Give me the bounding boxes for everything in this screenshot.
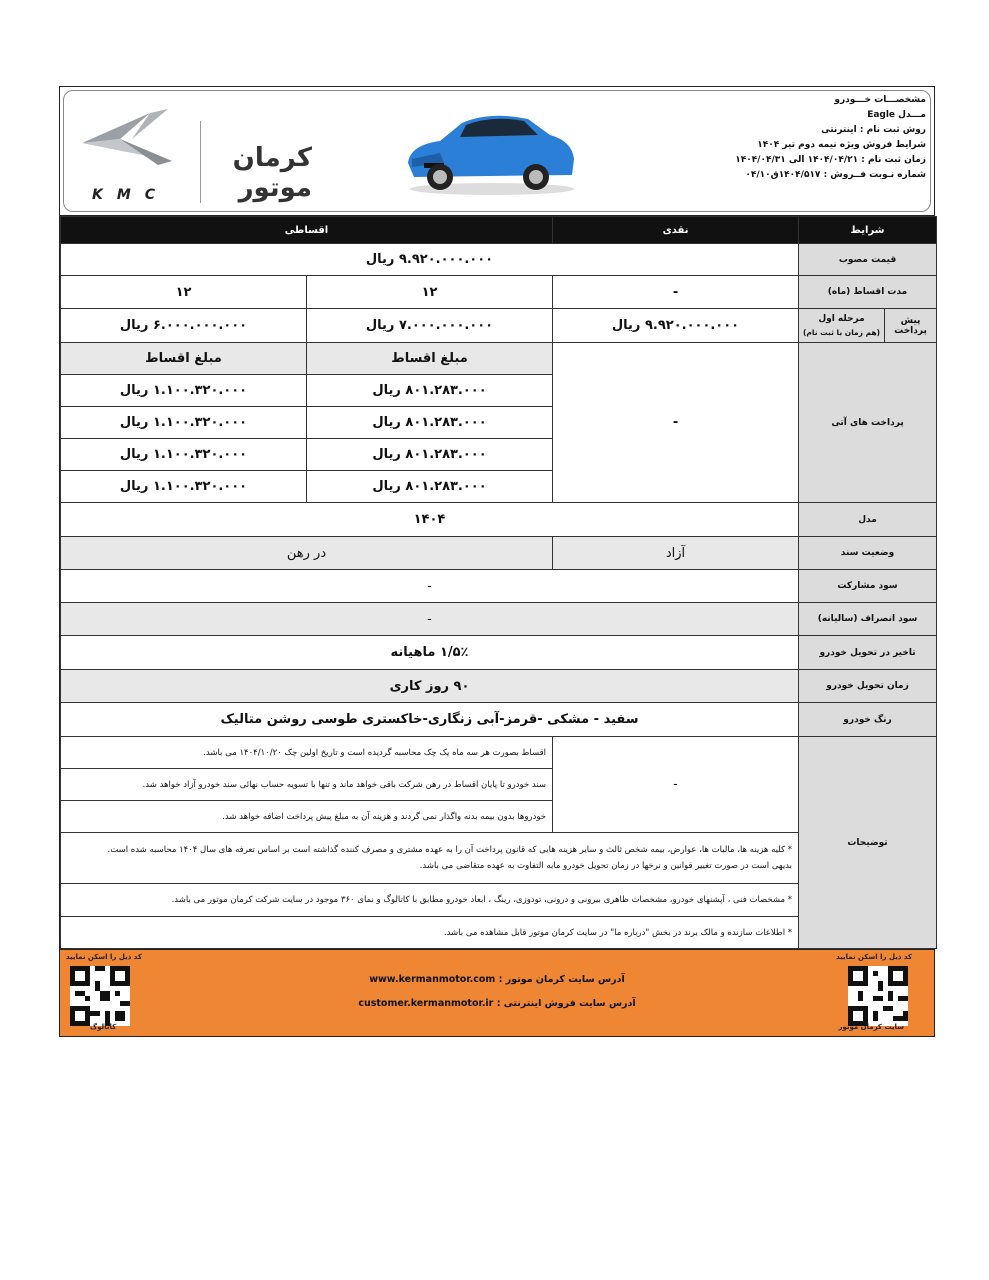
qr-right-top-caption: کد ذیل را اسکن نمایید [836, 953, 912, 961]
prepayment-stage-note: (هم زمان با ثبت نام) [802, 327, 881, 337]
value-model-year: ۱۴۰۴ [61, 503, 799, 537]
qr-left-top-caption: کد ذیل را اسکن نمایید [66, 953, 142, 961]
row-prepayment [61, 309, 937, 343]
cash-notes: - [553, 737, 799, 833]
label-model-year: مدل [799, 503, 937, 537]
label-cancellation-profit: سود انصراف (سالیانه) [799, 603, 937, 636]
specs-title: مشخصـــات خـــودرو [834, 95, 926, 105]
installment-note: اقساط بصورت هر سه ماه یک چک محاسبه گردیده است و تاریخ اولین چک ۱۴۰۴/۱۰/۲۰ می باشد. [61, 737, 553, 769]
label-delivery-delay: تاخیر در تحویل خودرو [799, 636, 937, 670]
future-amount-b: ۱.۱۰۰.۳۲۰.۰۰۰ ریال [61, 375, 307, 407]
inst-a-installment-period: ۱۲ [307, 276, 553, 309]
cash-installment-period: - [553, 276, 799, 309]
row-future-payments-header [61, 343, 937, 375]
sales-url-link[interactable]: customer.kermanmotor.ir [358, 998, 494, 1009]
label-document-status: وضعیت سند [799, 537, 937, 570]
row-delivery-time [61, 670, 937, 703]
conditions-table [60, 216, 937, 949]
brand-logo [72, 103, 312, 203]
inst-b-prepayment: ۶.۰۰۰.۰۰۰.۰۰۰ ریال [61, 309, 307, 343]
label-prepayment-stage [799, 309, 885, 343]
specs-conditions: شرایط فروش ویژه نیمه دوم تیر ۱۴۰۴ [757, 140, 926, 150]
header [60, 87, 934, 216]
specs-registration-time: زمان ثبت نام : ۱۴۰۴/۰۴/۲۱ الی ۱۴۰۴/۰۴/۳۱ [735, 155, 926, 165]
car-image [400, 101, 580, 201]
value-participation-profit: - [61, 570, 799, 603]
qr-right-bottom-caption: سایت کرمان موتور [838, 1023, 904, 1031]
future-col-header-b: مبلغ اقساط [61, 343, 307, 375]
row-approved-price [61, 244, 937, 276]
footer-addresses [60, 968, 934, 1016]
general-note-3: * اطلاعات سازنده و مالک برند در بخش "درباره ما" در سایت کرمان موتور قابل مشاهده می باشد. [61, 917, 799, 949]
label-future-payments: پرداخت های آتی [799, 343, 937, 503]
row-model-year [61, 503, 937, 537]
sales-address-line [60, 992, 934, 1016]
specs-model: مـــدل Eagle [867, 110, 926, 120]
value-approved-price: ۹.۹۲۰.۰۰۰.۰۰۰ ریال [61, 244, 799, 276]
future-amount-a: ۸۰۱.۲۸۳.۰۰۰ ریال [307, 471, 553, 503]
kmc-emblem-icon [72, 103, 192, 183]
brand-name-en: KMC [92, 187, 170, 203]
row-document-status [61, 537, 937, 570]
brand-name-fa: کرمان موتور [232, 143, 312, 203]
value-car-color: سفید - مشکی -قرمز-آبی زنگاری-خاکستری طوسی روشن متالیک [61, 703, 799, 737]
row-notes [61, 737, 937, 769]
site-url-link[interactable]: www.kermanmotor.com [369, 974, 496, 985]
prepayment-stage-title: مرحله اول [818, 313, 865, 324]
cash-document-status: آزاد [553, 537, 799, 570]
sales-address-label: آدرس سایت فروش اینترنتی : [496, 998, 636, 1009]
future-col-header-a: مبلغ اقساط [307, 343, 553, 375]
qr-left-bottom-caption: کاتالوگ [90, 1023, 117, 1031]
label-car-color: رنگ خودرو [799, 703, 937, 737]
header-conditions: شرایط [799, 217, 937, 244]
future-amount-b: ۱.۱۰۰.۳۲۰.۰۰۰ ریال [61, 439, 307, 471]
label-prepayment: پیش پرداخت [885, 309, 937, 343]
future-amount-a: ۸۰۱.۲۸۳.۰۰۰ ریال [307, 407, 553, 439]
inst-a-prepayment: ۷.۰۰۰.۰۰۰.۰۰۰ ریال [307, 309, 553, 343]
row-participation-profit [61, 570, 937, 603]
value-delivery-time: ۹۰ روز کاری [61, 670, 799, 703]
value-cancellation-profit: - [61, 603, 799, 636]
label-notes: توضیحات [799, 737, 937, 949]
site-address-label: آدرس سایت کرمان موتور : [498, 974, 625, 985]
label-approved-price: قیمت مصوب [799, 244, 937, 276]
logo-divider [200, 121, 201, 203]
general-note-1a: * کلیه هزینه ها، مالیات ها، عوارض، بیمه شخص ثالث و سایر هزینه هایی که قانون پرداخت آن را به عهده مشتری و مصرف کننده گذاشته است بر اساس تعرفه های سال ۱۴۰۴ محاسبه شده است. [107, 845, 793, 855]
site-address-line [60, 968, 934, 992]
vehicle-specs [696, 93, 926, 183]
header-installment: اقساطی [61, 217, 553, 244]
label-installment-period: مدت اقساط (ماه) [799, 276, 937, 309]
inst-b-installment-period: ۱۲ [61, 276, 307, 309]
label-delivery-time: زمان تحویل خودرو [799, 670, 937, 703]
value-delivery-delay: ۱/۵٪ ماهیانه [61, 636, 799, 670]
row-installment-period [61, 276, 937, 309]
row-car-color [61, 703, 937, 737]
price-sheet [59, 86, 935, 1037]
footer [60, 949, 934, 1036]
specs-sale-turn: شماره نـوبت فــروش : ۱۴۰۴/۵۱۷ق۰۴/۱۰ [745, 170, 926, 180]
cash-prepayment: ۹.۹۲۰.۰۰۰.۰۰۰ ریال [553, 309, 799, 343]
future-amount-b: ۱.۱۰۰.۳۲۰.۰۰۰ ریال [61, 407, 307, 439]
installment-note: خودروها بدون بیمه بدنه واگذار نمی گردند و هزینه آن به مبلغ پیش پرداخت اضافه خواهد شد. [61, 801, 553, 833]
installment-note: سند خودرو تا پایان اقساط در رهن شرکت باقی خواهد ماند و تنها با تسویه حساب نهائی سند خودرو آزاد خواهد شد. [61, 769, 553, 801]
specs-registration-method: روش ثبت نام : اینترنتی [821, 125, 926, 135]
general-note-2: * مشخصات فنی ، آپشنهای خودرو، مشخصات ظاهری بیرونی و درونی، تودوزی، رینگ ، ابعاد خودرو مطابق با کاتالوگ و نمای ۳۶۰ موجود در سایت شرکت کرمان موتور می باشد. [61, 884, 799, 917]
future-amount-a: ۸۰۱.۲۸۳.۰۰۰ ریال [307, 375, 553, 407]
general-note-1 [61, 833, 799, 884]
row-delivery-delay [61, 636, 937, 670]
row-cancellation-profit [61, 603, 937, 636]
header-cash: نقدی [553, 217, 799, 244]
table-header-row [61, 217, 937, 244]
general-note-1b: بدیهی است در صورت تغییر قوانین و نرخها در زمان تحویل خودرو مابه التفاوت به عهده متقاضی می باشد. [419, 861, 793, 871]
label-participation-profit: سود مشارکت [799, 570, 937, 603]
future-amount-a: ۸۰۱.۲۸۳.۰۰۰ ریال [307, 439, 553, 471]
installment-document-status: در رهن [61, 537, 553, 570]
cash-future-payments: - [553, 343, 799, 503]
future-amount-b: ۱.۱۰۰.۳۲۰.۰۰۰ ریال [61, 471, 307, 503]
